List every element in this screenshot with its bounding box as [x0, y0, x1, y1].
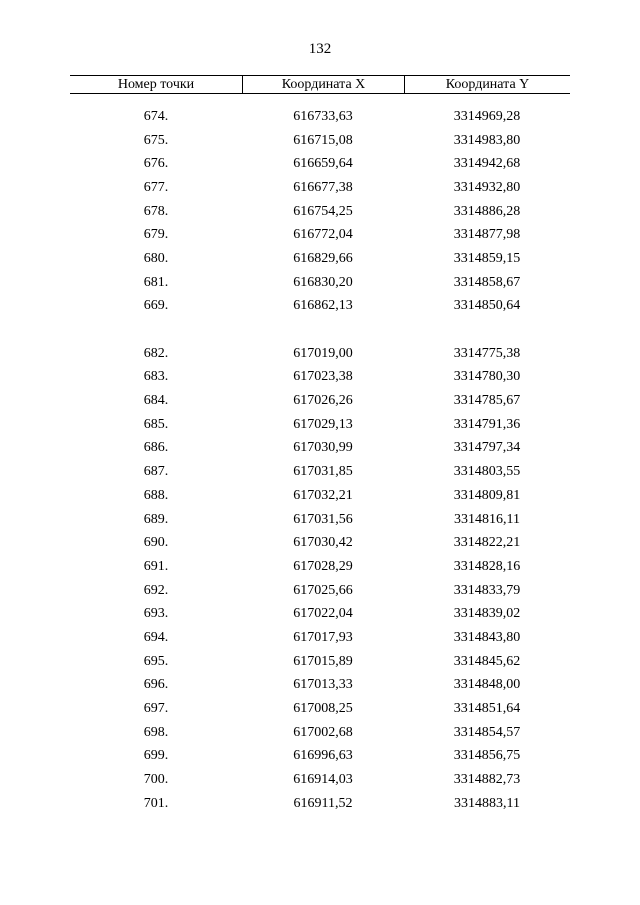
- header-coordinate-x: Координата X: [242, 76, 404, 93]
- point-number-cell: 700.: [143, 772, 169, 788]
- coordinate-y-cell: 3314803,55: [453, 464, 521, 480]
- point-number-cell: 681.: [143, 274, 169, 290]
- table-row: [70, 460, 570, 484]
- table-header: [70, 75, 570, 94]
- coordinate-x-cell: 616659,64: [293, 156, 353, 172]
- point-number-cell: 698.: [143, 724, 169, 740]
- table-row: [70, 152, 570, 176]
- point-number-cell: 689.: [143, 511, 169, 527]
- header-point-number: Номер точки: [117, 77, 195, 92]
- coordinate-x-cell: 617025,66: [293, 582, 353, 598]
- table-row: [70, 389, 570, 413]
- table-row: [70, 437, 570, 461]
- coordinate-x-cell: 617023,38: [293, 369, 353, 385]
- coordinate-y-cell: 3314854,57: [453, 724, 521, 740]
- coordinate-x-cell: 616829,66: [293, 250, 353, 266]
- point-number-cell: 696.: [143, 677, 169, 693]
- coordinate-x-cell: 617026,26: [293, 393, 353, 409]
- table-row: [70, 792, 570, 816]
- coordinate-x-cell: 616996,63: [293, 748, 353, 764]
- table-row: [70, 105, 570, 129]
- coordinate-y-cell: 3314942,68: [453, 156, 521, 172]
- table-row: [70, 531, 570, 555]
- point-number-cell: 694.: [143, 629, 169, 645]
- point-number-cell: 675.: [143, 132, 169, 148]
- table-row: [70, 768, 570, 792]
- coordinate-y-cell: 3314843,80: [453, 629, 521, 645]
- point-number-cell: 697.: [143, 701, 169, 717]
- point-number-cell: 677.: [143, 179, 169, 195]
- coordinate-y-cell: 3314850,64: [453, 298, 521, 314]
- coordinate-y-cell: 3314809,81: [453, 487, 521, 503]
- coordinate-x-cell: 616677,38: [293, 179, 353, 195]
- table-row: [70, 342, 570, 366]
- group-separator: [70, 318, 570, 342]
- table-row: [70, 508, 570, 532]
- table-row: [70, 697, 570, 721]
- coordinate-y-cell: 3314858,67: [453, 274, 521, 290]
- point-number-cell: 695.: [143, 653, 169, 669]
- coordinate-y-cell: 3314780,30: [453, 369, 521, 385]
- header-coordinate-y: Координата Y: [404, 76, 570, 93]
- coordinate-y-cell: 3314882,73: [453, 772, 521, 788]
- coordinate-y-cell: 3314785,67: [453, 393, 521, 409]
- point-number-cell: 678.: [143, 203, 169, 219]
- coordinate-x-cell: 616772,04: [293, 227, 353, 243]
- table-row: [70, 200, 570, 224]
- coordinate-y-cell: 3314983,80: [453, 132, 521, 148]
- coordinate-y-cell: 3314883,11: [454, 795, 520, 811]
- coordinate-x-cell: 617019,00: [293, 345, 353, 361]
- coordinate-y-cell: 3314839,02: [453, 606, 521, 622]
- coordinate-y-cell: 3314848,00: [453, 677, 521, 693]
- coordinate-x-cell: 617029,13: [293, 416, 353, 432]
- point-number-cell: 669.: [143, 298, 169, 314]
- table-row: [70, 579, 570, 603]
- table-row: [70, 484, 570, 508]
- table-row: [70, 295, 570, 319]
- table-row: [70, 555, 570, 579]
- point-number-cell: 691.: [143, 558, 169, 574]
- coordinate-y-cell: 3314859,15: [453, 250, 521, 266]
- point-number-cell: 690.: [143, 535, 169, 551]
- coordinate-y-cell: 3314791,36: [453, 416, 521, 432]
- coordinate-x-cell: 617013,33: [293, 677, 353, 693]
- coordinate-x-cell: 616911,52: [293, 795, 353, 811]
- point-number-cell: 674.: [143, 108, 169, 124]
- coordinate-y-cell: 3314833,79: [453, 582, 521, 598]
- coordinate-x-cell: 616862,13: [293, 298, 353, 314]
- point-number-cell: 692.: [143, 582, 169, 598]
- coordinate-y-cell: 3314932,80: [453, 179, 521, 195]
- table-row: [70, 602, 570, 626]
- coordinate-x-cell: 617030,42: [293, 535, 353, 551]
- coordinate-x-cell: 616715,08: [293, 132, 353, 148]
- coordinate-x-cell: 617015,89: [293, 653, 353, 669]
- coordinate-y-cell: 3314851,64: [453, 701, 521, 717]
- table-row: [70, 721, 570, 745]
- coordinate-x-cell: 617017,93: [293, 629, 353, 645]
- coordinate-x-cell: 617008,25: [293, 701, 353, 717]
- coordinate-y-cell: 3314775,38: [453, 345, 521, 361]
- point-number-cell: 688.: [143, 487, 169, 503]
- point-number-cell: 676.: [143, 156, 169, 172]
- coordinate-x-cell: 617031,56: [293, 511, 353, 527]
- coordinate-y-cell: 3314969,28: [453, 108, 521, 124]
- table-row: [70, 247, 570, 271]
- coordinate-x-cell: 616754,25: [293, 203, 353, 219]
- coordinate-x-cell: 616914,03: [293, 772, 353, 788]
- point-number-cell: 683.: [143, 369, 169, 385]
- coordinate-y-cell: 3314845,62: [453, 653, 521, 669]
- table-row: [70, 366, 570, 390]
- point-number-cell: 699.: [143, 748, 169, 764]
- coordinate-x-cell: 617022,04: [293, 606, 353, 622]
- coordinate-x-cell: 617028,29: [293, 558, 353, 574]
- table-row: [70, 223, 570, 247]
- coordinate-x-cell: 617030,99: [293, 440, 353, 456]
- point-number-cell: 685.: [143, 416, 169, 432]
- coordinate-x-cell: 616733,63: [293, 108, 353, 124]
- table-row: [70, 271, 570, 295]
- table-row: [70, 129, 570, 153]
- coordinate-y-cell: 3314797,34: [453, 440, 521, 456]
- table-row: [70, 745, 570, 769]
- coordinates-table: [70, 75, 570, 816]
- point-number-cell: 680.: [143, 250, 169, 266]
- coordinate-x-cell: 617002,68: [293, 724, 353, 740]
- coordinate-y-cell: 3314816,11: [454, 511, 520, 527]
- table-row: [70, 176, 570, 200]
- coordinate-y-cell: 3314877,98: [453, 227, 521, 243]
- point-number-cell: 679.: [143, 227, 169, 243]
- point-number-cell: 701.: [143, 795, 169, 811]
- coordinate-y-cell: 3314886,28: [453, 203, 521, 219]
- point-number-cell: 684.: [143, 393, 169, 409]
- table-row: [70, 650, 570, 674]
- table-row: [70, 626, 570, 650]
- table-body: [70, 94, 570, 816]
- point-number-cell: 693.: [143, 606, 169, 622]
- coordinate-x-cell: 616830,20: [293, 274, 353, 290]
- point-number-cell: 682.: [143, 345, 169, 361]
- coordinate-y-cell: 3314856,75: [453, 748, 521, 764]
- table-row: [70, 674, 570, 698]
- coordinate-x-cell: 617032,21: [293, 487, 353, 503]
- point-number-cell: 686.: [143, 440, 169, 456]
- table-row: [70, 413, 570, 437]
- coordinate-x-cell: 617031,85: [293, 464, 353, 480]
- coordinate-y-cell: 3314822,21: [453, 535, 521, 551]
- coordinate-y-cell: 3314828,16: [453, 558, 521, 574]
- page-number: 132: [308, 41, 332, 57]
- point-number-cell: 687.: [143, 464, 169, 480]
